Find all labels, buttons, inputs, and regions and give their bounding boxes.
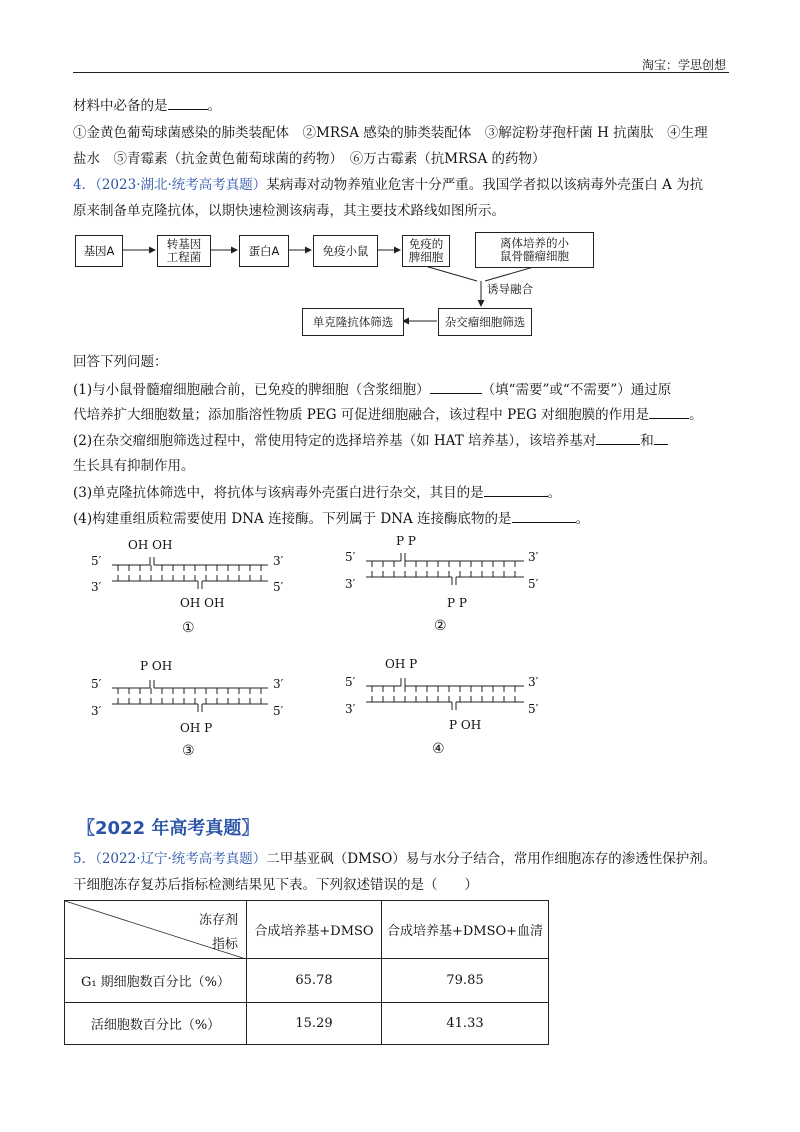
table-cell: 41.33 bbox=[382, 1003, 549, 1045]
dna-strands bbox=[0, 530, 800, 770]
q4-part2-line1 bbox=[73, 431, 733, 450]
flow-transgenic-bacteria bbox=[157, 235, 211, 267]
q4-part1-line2 bbox=[73, 405, 733, 424]
table-header-row bbox=[65, 901, 549, 959]
q4-stem-line1 bbox=[73, 176, 733, 194]
q4-p2-b: 和 bbox=[640, 433, 654, 449]
flow-diagram bbox=[73, 228, 593, 338]
d4-5prime-top: 5′ bbox=[345, 675, 356, 689]
flow-mab-screening: 单克隆抗体筛选 bbox=[302, 308, 404, 336]
q4-p3-a: (3)单克隆抗体筛选中，将抗体与该病毒外壳蛋白进行杂交，其目的是 bbox=[73, 485, 484, 501]
answer-blank[interactable] bbox=[168, 96, 208, 110]
d2-bottom-ends: P P bbox=[447, 596, 467, 610]
flow-spleen-cells bbox=[402, 235, 450, 267]
q5-stem1: 二甲基亚砜（DMSO）易与水分子结合，常用作细胞冻存的渗透性保护剂。 bbox=[266, 851, 717, 867]
flow-myeloma-cells bbox=[475, 232, 594, 268]
q4-p3-b: 。 bbox=[547, 485, 562, 501]
q4-part2-line2: 生长具有抑制作用。 bbox=[73, 458, 195, 474]
d1-label: ① bbox=[182, 620, 195, 636]
d3-bottom-ends: OH P bbox=[180, 721, 213, 735]
q4-p4-b: 。 bbox=[575, 511, 590, 527]
d1-top-ends: OH OH bbox=[128, 538, 173, 552]
d1-5prime-bottom: 5′ bbox=[273, 580, 284, 594]
answer-blank[interactable] bbox=[596, 431, 640, 445]
header-rule bbox=[73, 72, 729, 73]
table-row bbox=[65, 1003, 549, 1045]
q5-number: 5． bbox=[73, 851, 96, 867]
table-cell: 15.29 bbox=[247, 1003, 382, 1045]
d3-label: ③ bbox=[182, 743, 195, 759]
table-col-header-2: 合成培养基+DMSO+血清 bbox=[382, 901, 549, 959]
q4-p1-c: 代培养扩大细胞数量；添加脂溶性物质 PEG 可促进细胞融合，该过程中 PEG 对细胞膜的作用是 bbox=[73, 407, 650, 423]
dna-diagrams bbox=[0, 530, 800, 770]
q3-line1-suffix: 。 bbox=[207, 98, 221, 114]
d3-5prime-bottom: 5′ bbox=[273, 704, 284, 718]
corner-bottom-label: 指标 bbox=[211, 937, 238, 952]
flow-gene-a: 基因A bbox=[75, 235, 123, 267]
flow-spleen-line1: 免疫的 bbox=[408, 237, 444, 251]
q4-p4-a: (4)构建重组质粒需要使用 DNA 连接酶。下列属于 DNA 连接酶底物的是 bbox=[73, 511, 512, 527]
table-row bbox=[65, 959, 549, 1003]
table-corner-cell bbox=[65, 901, 247, 959]
q4-p2-a: (2)在杂交瘤细胞筛选过程中，常使用特定的选择培养基（如 HAT 培养基），该培养基对 bbox=[73, 433, 597, 449]
q4-p1-d: 。 bbox=[689, 407, 703, 423]
table-row-label: G₁ 期细胞数百分比（%） bbox=[65, 959, 247, 1003]
flow-protein-a: 蛋白A bbox=[239, 235, 289, 267]
d1-3prime-bottom: 3′ bbox=[91, 580, 102, 594]
q4-part4 bbox=[73, 509, 733, 528]
flow-immunized-mouse: 免疫小鼠 bbox=[313, 235, 378, 267]
q4-part3 bbox=[73, 483, 733, 502]
q4-p1-b: （填“需要”或“不需要”）通过原 bbox=[481, 382, 672, 398]
q4-part1-line1 bbox=[73, 380, 733, 399]
d3-top-ends: P OH bbox=[140, 659, 173, 673]
d2-3prime-top: 3′ bbox=[528, 550, 539, 564]
d4-bottom-ends: P OH bbox=[449, 718, 482, 732]
answer-blank[interactable] bbox=[654, 431, 668, 445]
q5-stem-line1 bbox=[73, 850, 733, 868]
q5-stem-line2: 干细胞冻存复苏后指标检测结果见下表。下列叙述错误的是（ ） bbox=[73, 877, 478, 893]
d1-bottom-ends: OH OH bbox=[180, 596, 225, 610]
d4-3prime-top: 3′ bbox=[528, 675, 539, 689]
flow-transgenic-line1: 转基因 bbox=[166, 237, 202, 251]
flow-hybridoma-screening: 杂交瘤细胞筛选 bbox=[438, 308, 532, 336]
d2-3prime-bottom: 3′ bbox=[345, 577, 356, 591]
q3-options-line1: ①金黄色葡萄球菌感染的肺类装配体 ②MRSA 感染的肺类装配体 ③解淀粉芽孢杆菌 H 抗菌肽 ④生理 bbox=[73, 125, 708, 141]
table-row-label: 活细胞数百分比（%） bbox=[65, 1003, 247, 1045]
flow-transgenic-line2: 工程菌 bbox=[166, 250, 202, 264]
q4-stem-line2: 原来制备单克隆抗体，以期快速检测该病毒，其主要技术路线如图所示。 bbox=[73, 203, 505, 219]
d2-label: ② bbox=[434, 618, 447, 634]
table-cell: 65.78 bbox=[247, 959, 382, 1003]
q3-options-line2: 盐水 ⑤青霉素（抗金黄色葡萄球菌的药物） ⑥万古霉素（抗MRSA 的药物） bbox=[73, 151, 546, 167]
d1-3prime-top: 3′ bbox=[273, 554, 284, 568]
section-title-2022: 〖2022 年高考真题〗 bbox=[77, 818, 260, 839]
d2-5prime-top: 5′ bbox=[345, 550, 356, 564]
flow-myeloma-line2: 鼠骨髓瘤细胞 bbox=[500, 249, 569, 263]
corner-top-label: 冻存剂 bbox=[198, 913, 238, 928]
d1-5prime-top: 5′ bbox=[91, 554, 102, 568]
header-shop-name: 淘宝：学思创想 bbox=[641, 58, 726, 72]
answer-blank[interactable] bbox=[512, 509, 576, 523]
answer-blank[interactable] bbox=[430, 380, 482, 394]
flow-myeloma-line1: 离体培养的小 bbox=[500, 236, 569, 250]
d4-5prime-bottom: 5′ bbox=[528, 702, 539, 716]
d2-top-ends: P P bbox=[396, 534, 416, 548]
results-table bbox=[64, 900, 549, 1045]
flow-induced-fusion: 诱导融合 bbox=[487, 282, 533, 296]
q4-number: 4． bbox=[73, 177, 96, 193]
table-col-header-1: 合成培养基+DMSO bbox=[247, 901, 382, 959]
table-cell: 79.85 bbox=[382, 959, 549, 1003]
q4-source: （2023·湖北·统考高考真题） bbox=[95, 177, 267, 193]
d4-3prime-bottom: 3′ bbox=[345, 702, 356, 716]
q5-source: （2022·辽宁·统考高考真题） bbox=[95, 851, 267, 867]
d3-3prime-top: 3′ bbox=[273, 677, 284, 691]
answer-blank[interactable] bbox=[649, 405, 689, 419]
d4-label: ④ bbox=[432, 741, 445, 757]
d3-5prime-top: 5′ bbox=[91, 677, 102, 691]
d2-5prime-bottom: 5′ bbox=[528, 577, 539, 591]
answer-blank[interactable] bbox=[484, 483, 548, 497]
flow-spleen-line2: 脾细胞 bbox=[408, 250, 444, 264]
q4-answer-intro: 回答下列问题： bbox=[73, 354, 168, 370]
q4-p1-a: (1)与小鼠骨髓瘤细胞融合前，已免疫的脾细胞（含浆细胞） bbox=[73, 382, 430, 398]
q3-answer-line bbox=[73, 96, 733, 115]
q3-line1-prefix: 材料中必备的是 bbox=[73, 98, 168, 114]
d4-top-ends: OH P bbox=[385, 657, 418, 671]
q4-stem1: 某病毒对动物养殖业危害十分严重。我国学者拟以该病毒外壳蛋白 A 为抗 bbox=[266, 177, 704, 193]
d3-3prime-bottom: 3′ bbox=[91, 704, 102, 718]
